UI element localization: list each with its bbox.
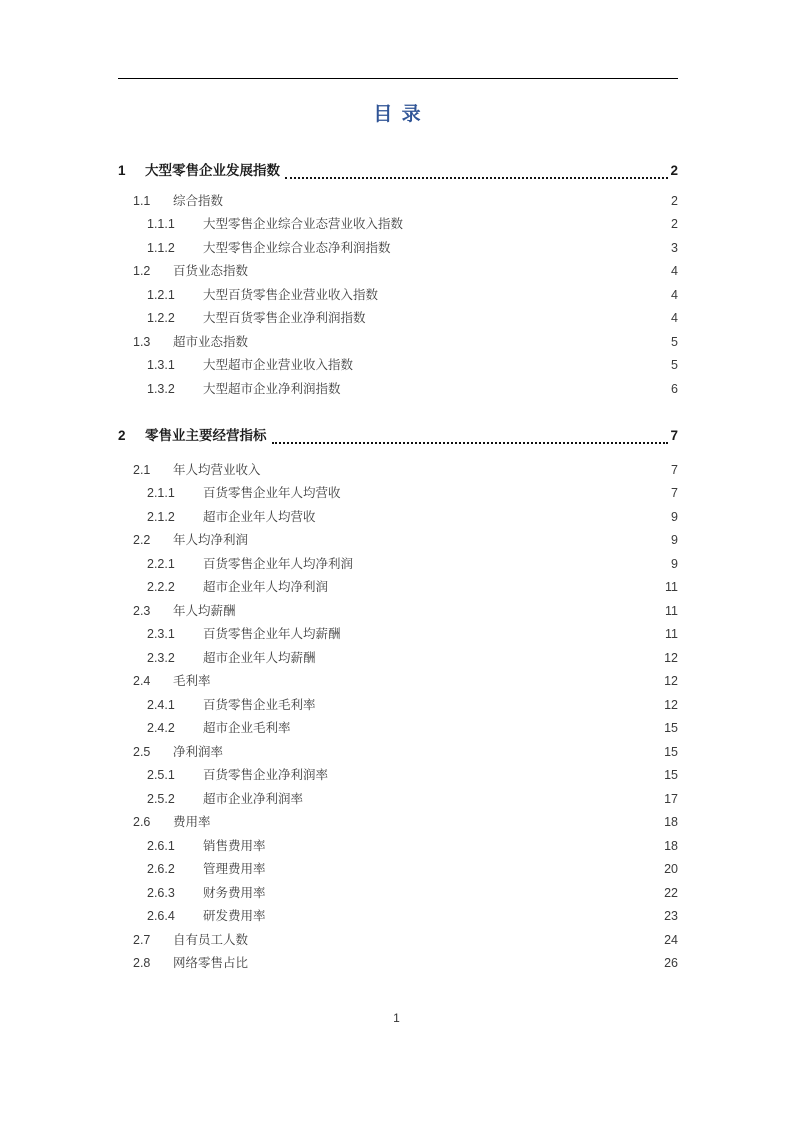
toc-entry-page: 18 (664, 838, 678, 853)
toc-entry-link[interactable] (118, 379, 678, 403)
toc-entry-page: 6 (671, 381, 678, 396)
toc-chapter-link[interactable] (118, 159, 678, 183)
toc-entry-page: 9 (671, 509, 678, 524)
toc-entry-number: 2.1.2 (147, 509, 175, 524)
toc-entry-page: 5 (671, 358, 678, 372)
toc-entry-title: 大型零售企业综合业态营业收入指数 (203, 217, 404, 231)
toc-entry-number: 1.2.1 (147, 287, 175, 302)
toc-entry-number: 2.1 (133, 462, 151, 477)
toc-entry-title: 大型百货零售企业营业收入指数 (203, 287, 379, 302)
toc-entry-title: 费用率 (173, 815, 211, 829)
toc-entry-number: 2.4.1 (147, 697, 175, 712)
toc-entry-page: 12 (664, 674, 678, 688)
toc-entry-page: 15 (664, 768, 678, 782)
toc-entry-title: 销售费用率 (203, 838, 266, 853)
toc-entry-link[interactable] (118, 308, 678, 332)
toc-entry-title: 百货零售企业净利润率 (203, 768, 329, 782)
toc-entry-link[interactable] (118, 859, 678, 883)
toc-entry-number: 2.8 (133, 956, 151, 970)
toc-entry-number: 2.5.2 (147, 791, 175, 806)
toc-entry-title: 研发费用率 (203, 909, 266, 923)
toc-entry-page: 2 (671, 193, 678, 208)
toc-entry-link[interactable] (118, 261, 678, 285)
toc-entry-number: 2.4 (133, 674, 151, 688)
toc-entry-title: 自有员工人数 (173, 932, 249, 947)
toc-entry-title: 超市企业年人均营收 (203, 509, 316, 524)
toc-entry-number: 2.6.1 (147, 838, 175, 853)
toc-entry-number: 2.2.1 (147, 556, 175, 571)
toc-entry-page: 2 (670, 163, 678, 178)
toc-entry-title: 超市企业年人均薪酬 (203, 650, 316, 665)
toc-entry-title: 综合指数 (173, 193, 224, 208)
toc-entry-page: 15 (664, 744, 678, 759)
toc-entry-link[interactable] (118, 789, 678, 813)
toc-entry-page: 4 (671, 311, 678, 325)
toc-entry-link[interactable] (118, 812, 678, 836)
toc-entry-page: 20 (664, 862, 678, 876)
toc-entry-title: 百货零售企业年人均营收 (203, 486, 341, 500)
toc-entry-number: 2.6.3 (147, 885, 175, 900)
page-title: 目 录 (373, 104, 423, 125)
toc-entry-page: 23 (664, 909, 678, 923)
toc-entry-title: 大型超市企业净利润指数 (203, 381, 341, 396)
toc-entry-link[interactable] (118, 191, 678, 215)
toc-entry-page: 12 (664, 697, 678, 712)
toc-entry-number: 2.5.1 (147, 768, 175, 782)
header-divider (118, 78, 678, 79)
toc-entry-page: 17 (664, 791, 678, 806)
toc-entry-link[interactable] (118, 483, 678, 507)
toc-entry-number: 2.2.2 (147, 580, 175, 594)
toc-chapter-link[interactable] (118, 424, 678, 448)
toc-dot-leader (272, 424, 669, 444)
toc-entry-title: 年人均营业收入 (173, 462, 261, 477)
toc-entry-link[interactable] (118, 648, 678, 672)
toc-entry-page: 18 (664, 815, 678, 829)
toc-entry-page: 4 (671, 287, 678, 302)
toc-entry-page: 12 (664, 650, 678, 665)
toc-entry-number: 2.5 (133, 744, 151, 759)
table-of-contents (118, 159, 678, 977)
toc-entry-link[interactable] (118, 718, 678, 742)
toc-entry-page: 9 (671, 556, 678, 571)
toc-entry-title: 百货零售企业年人均薪酬 (203, 627, 341, 641)
toc-entry-page: 7 (671, 486, 678, 500)
toc-entry-title: 管理费用率 (203, 862, 266, 876)
toc-entry-page: 15 (664, 721, 678, 735)
toc-entry-link[interactable] (118, 577, 678, 601)
toc-entry-title: 网络零售占比 (173, 956, 249, 970)
toc-entry-number: 2.4.2 (147, 721, 175, 735)
toc-entry-number: 1.2 (133, 264, 151, 278)
toc-entry-page: 11 (665, 627, 678, 641)
toc-entry-title: 净利润率 (173, 744, 224, 759)
toc-entry-link[interactable] (118, 332, 678, 356)
toc-entry-title: 零售业主要经营指标 (145, 428, 267, 443)
toc-entry-number: 2.3 (133, 603, 151, 618)
toc-entry-link[interactable] (118, 460, 678, 484)
toc-entry-link[interactable] (118, 836, 678, 860)
toc-entry-title: 超市企业毛利率 (203, 721, 291, 735)
toc-entry-title: 大型百货零售企业净利润指数 (203, 311, 366, 325)
toc-entry-title: 大型零售企业综合业态净利润指数 (203, 240, 391, 255)
toc-entry-number: 1.1 (133, 193, 151, 208)
toc-entry-page: 22 (664, 885, 678, 900)
toc-entry-page: 26 (664, 956, 678, 970)
toc-entry-link[interactable] (118, 624, 678, 648)
toc-entry-link[interactable] (118, 238, 678, 262)
toc-entry-page: 9 (671, 533, 678, 547)
toc-entry-title: 超市企业净利润率 (203, 791, 304, 806)
toc-entry-title: 超市业态指数 (173, 334, 249, 349)
toc-entry-number: 1.3 (133, 334, 151, 349)
toc-entry-page: 11 (665, 580, 678, 594)
toc-entry-link[interactable] (118, 214, 678, 238)
toc-entry-title: 大型零售企业发展指数 (145, 163, 280, 178)
toc-entry-page: 4 (671, 264, 678, 278)
toc-entry-number: 1 (118, 163, 126, 178)
toc-entry-title: 超市企业年人均净利润 (203, 580, 329, 594)
toc-entry-link[interactable] (118, 765, 678, 789)
toc-entry-number: 2.6 (133, 815, 151, 829)
toc-entry-link[interactable] (118, 930, 678, 954)
toc-entry-page: 7 (671, 462, 678, 477)
toc-entry-number: 2.7 (133, 932, 151, 947)
toc-entry-link[interactable] (118, 601, 678, 625)
toc-entry-number: 1.2.2 (147, 311, 175, 325)
toc-entry-number: 1.3.1 (147, 358, 175, 372)
toc-entry-link[interactable] (118, 530, 678, 554)
toc-entry-page: 5 (671, 334, 678, 349)
toc-entry-link[interactable] (118, 285, 678, 309)
toc-entry-number: 1.1.2 (147, 240, 175, 255)
toc-entry-page: 3 (671, 240, 678, 255)
toc-entry-number: 2.3.2 (147, 650, 175, 665)
toc-entry-title: 大型超市企业营业收入指数 (203, 358, 354, 372)
toc-entry-number: 2.6.2 (147, 862, 175, 876)
toc-dot-leader (285, 159, 668, 179)
toc-entry-link[interactable] (118, 355, 678, 379)
toc-entry-link[interactable] (118, 906, 678, 930)
toc-entry-title: 年人均薪酬 (173, 603, 236, 618)
toc-entry-page: 11 (665, 603, 678, 618)
toc-entry-title: 年人均净利润 (173, 533, 249, 547)
toc-entry-page: 7 (670, 428, 678, 443)
toc-entry-title: 百货业态指数 (173, 264, 249, 278)
toc-entry-number: 1.3.2 (147, 381, 175, 396)
toc-entry-page: 2 (671, 217, 678, 231)
toc-entry-link[interactable] (118, 554, 678, 578)
toc-entry-title: 财务费用率 (203, 885, 266, 900)
toc-entry-link[interactable] (118, 953, 678, 977)
toc-entry-number: 2.2 (133, 533, 151, 547)
toc-entry-link[interactable] (118, 671, 678, 695)
toc-entry-page: 24 (664, 932, 678, 947)
toc-entry-number: 2.6.4 (147, 909, 175, 923)
toc-entry-title: 百货零售企业年人均净利润 (203, 556, 354, 571)
footer-page-number: 1 (393, 1011, 400, 1025)
toc-entry-number: 2.1.1 (147, 486, 175, 500)
toc-entry-title: 百货零售企业毛利率 (203, 697, 316, 712)
toc-entry-number: 2.3.1 (147, 627, 175, 641)
toc-entry-link[interactable] (118, 695, 678, 719)
page-footer (0, 1011, 793, 1025)
toc-entry-link[interactable] (118, 742, 678, 766)
toc-entry-number: 2 (118, 428, 126, 443)
toc-entry-title: 毛利率 (173, 674, 211, 688)
toc-entry-number: 1.1.1 (147, 217, 175, 231)
toc-entry-link[interactable] (118, 883, 678, 907)
toc-entry-link[interactable] (118, 507, 678, 531)
